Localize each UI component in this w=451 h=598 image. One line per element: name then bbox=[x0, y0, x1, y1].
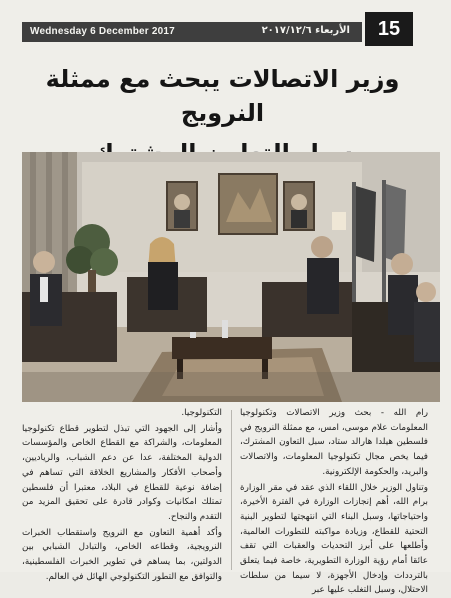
article-body-right-column bbox=[240, 406, 428, 596]
paragraph: رام الله - بحث وزير الاتصالات وتكنولوجيا المعلومات علام موسى، امس، مع ممثلة النرويج في فلسطين هيلدا هارالد ستاد، سبل التعاون المشترك، فيما يخص مجال تكنولوجيا المعلومات، والاتصالات والبريد، والحكومة الإلكترونية. bbox=[240, 408, 428, 477]
page-number: 15 bbox=[365, 12, 413, 46]
headline-line-1: وزير الاتصالات يبحث مع ممثلة النرويج bbox=[45, 65, 400, 127]
date-header-bar bbox=[22, 22, 362, 42]
arabic-date: الأربعاء ٢٠١٧/١٢/٦ bbox=[261, 25, 350, 36]
meeting-photo bbox=[22, 152, 440, 402]
paragraph: وأكد أهمية التعاون مع النرويج واستقطاب الخبرات النرويجية، وقطاعه الخاص، والتبادل الشبابي بين الدولتين، بما يساهم في تطوير الخبرات الفلسطينية، والتوافق مع التطور التكنولوجي الهائل في العالم. bbox=[22, 527, 222, 582]
paragraph: وتناول الوزير خلال اللقاء الذي عقد في مقر الوزارة برام الله، أهم إنجازات الوزارة في الفترة الأخيرة، واحتياجاتها، وسبل البناء التي انتهجتها لتطوير البنية التحتية للقطاع، وزيادة مواكبته للتطورات العالمية، وأطلعها على أبرز التحديات والعقبات التي تقف عائقا أمام رؤية الوزارة التطويرية، خاصة فيما يتعلق بالترددات وإدخال الأجهزة، لا سيما من سلطات الاحتلال، وسبل التغلب عليها عبر bbox=[240, 482, 428, 596]
paragraph: وأشار إلى الجهود التي تبذل لتطوير قطاع تكنولوجيا المعلومات، والشراكة مع القطاع الخاص والمؤسسات الدولية المختلفة، عدا عن دعم الشباب، والرياديين، وأصحاب الأفكار والمشاريع الخلاقة التي تساهم في إضافة نوعية للقطاع في البلاد، معتبرا أن فلسطين تمتلك امكانيات وكوادر قادرة على تحقيق المزيد من التقدم والنجاح. bbox=[22, 423, 222, 522]
english-date: Wednesday 6 December 2017 bbox=[30, 26, 175, 37]
painting-frame bbox=[219, 174, 277, 234]
meeting-room-illustration bbox=[22, 152, 440, 402]
paragraph: التكنولوجيا. bbox=[181, 408, 222, 418]
column-divider bbox=[231, 410, 232, 570]
article-body-left-column bbox=[22, 406, 222, 582]
